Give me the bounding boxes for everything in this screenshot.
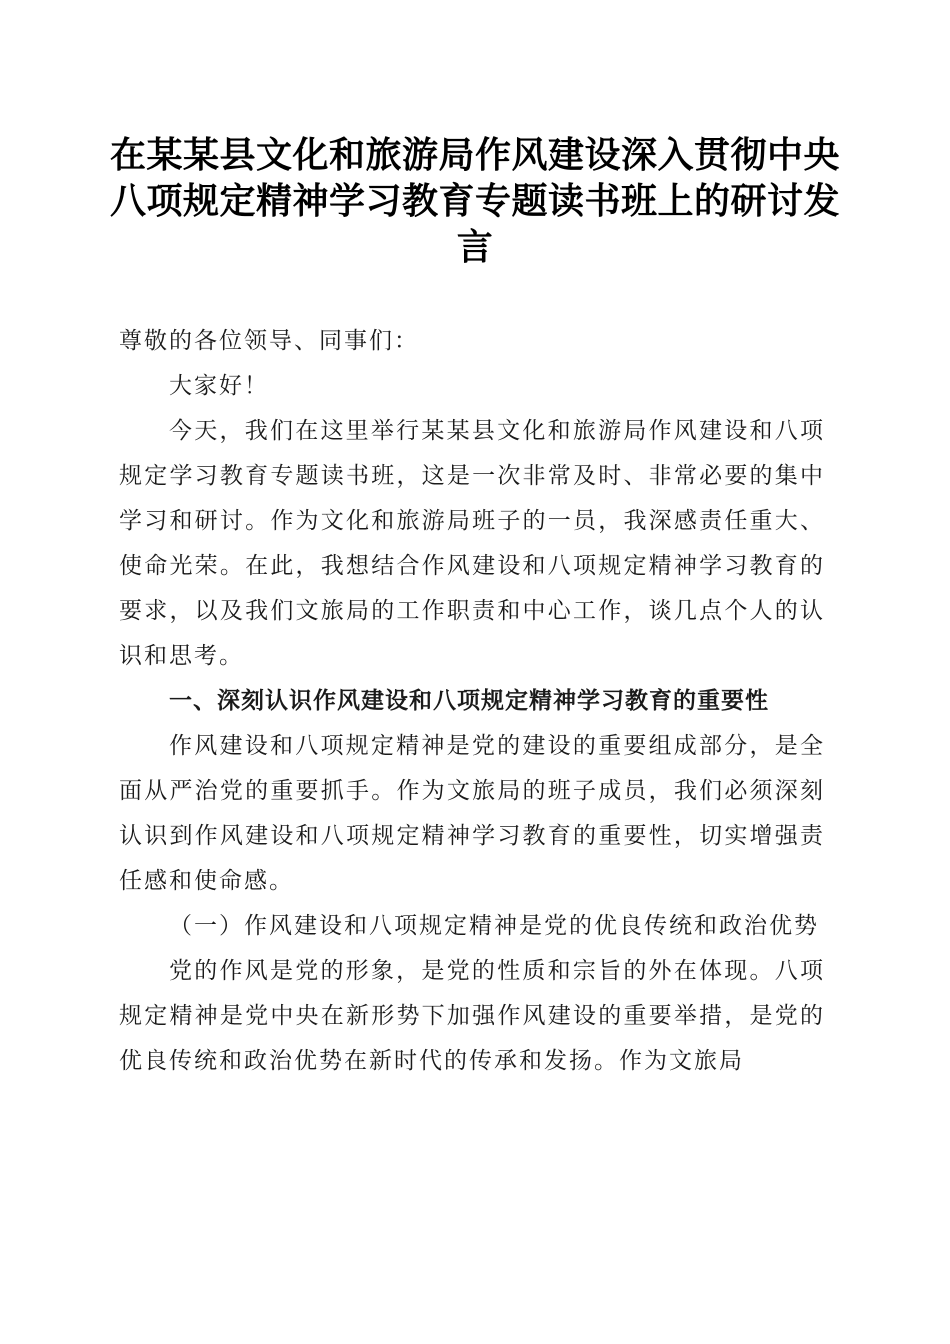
section-1-heading: 一、深刻认识作风建设和八项规定精神学习教育的重要性: [169, 688, 769, 714]
document-title: [100, 132, 850, 270]
title-line-2: 八项规定精神学习教育专题读书班上的研讨发: [109, 180, 840, 222]
title-line-1: 在某某县文化和旅游局作风建设深入贯彻中央: [109, 134, 840, 176]
greeting: 大家好！: [169, 373, 269, 399]
section-1-paragraph: 作风建设和八项规定精神是党的建设的重要组成部分，是全面从严治党的重要抓手。作为文旅局的班子成员，我们必须深刻认识到作风建设和八项规定精神学习教育的重要性，切实增强责任感和使命感。: [119, 733, 825, 894]
title-line-3: 言: [456, 226, 494, 268]
subsection-1-heading: （一）作风建设和八项规定精神是党的优良传统和政治优势: [169, 913, 819, 939]
salutation: 尊敬的各位领导、同事们：: [119, 328, 419, 354]
document-body: [119, 319, 825, 1084]
subsection-1-paragraph: 党的作风是党的形象，是党的性质和宗旨的外在体现。八项规定精神是党中央在新形势下加强作风建设的重要举措，是党的优良传统和政治优势在新时代的传承和发扬。作为文旅局: [119, 958, 825, 1074]
intro-paragraph: 今天，我们在这里举行某某县文化和旅游局作风建设和八项规定学习教育专题读书班，这是一次非常及时、非常必要的集中学习和研讨。作为文化和旅游局班子的一员，我深感责任重大、使命光荣。在此，我想结合作风建设和八项规定精神学习教育的要求，以及我们文旅局的工作职责和中心工作，谈几点个人的认识和思考。: [119, 418, 825, 669]
